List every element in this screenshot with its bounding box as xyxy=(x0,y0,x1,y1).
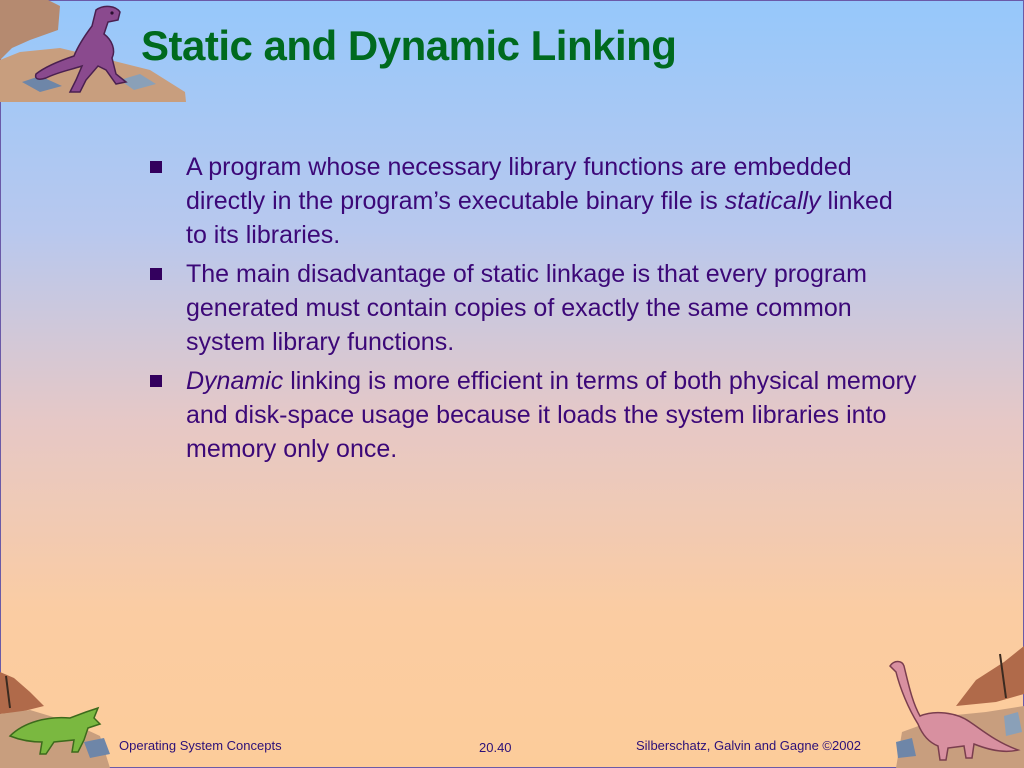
emphasis-text: statically xyxy=(724,187,821,215)
bullet-item xyxy=(148,150,918,252)
bullet-list xyxy=(148,150,918,471)
pink-brontosaurus-icon xyxy=(886,646,1024,768)
square-bullet-icon xyxy=(150,375,162,387)
square-bullet-icon xyxy=(150,161,162,173)
bullet-item xyxy=(148,257,918,359)
square-bullet-icon xyxy=(150,268,162,280)
bullet-item xyxy=(148,364,918,466)
green-triceratops-icon xyxy=(0,672,112,768)
footer-page-number: 20.40 xyxy=(479,740,512,755)
bullet-text: A program whose necessary library functions are embedded directly in the program’s executable binary file is xyxy=(186,153,852,215)
slide-title: Static and Dynamic Linking xyxy=(141,22,677,69)
emphasis-text: Dynamic xyxy=(186,367,284,395)
bullet-text: The main disadvantage of static linkage is that every program generated must contain copies of exactly the same common system library functions. xyxy=(186,260,867,356)
footer-course-title: Operating System Concepts xyxy=(119,738,282,753)
footer-copyright: Silberschatz, Galvin and Gagne ©2002 xyxy=(636,738,861,753)
bullet-text-tail: linking is more efficient in terms of both physical memory and disk-space usage because it loads the system libraries into memory only once. xyxy=(186,367,917,463)
bullet-text-tail: linked to its libraries. xyxy=(186,187,893,249)
